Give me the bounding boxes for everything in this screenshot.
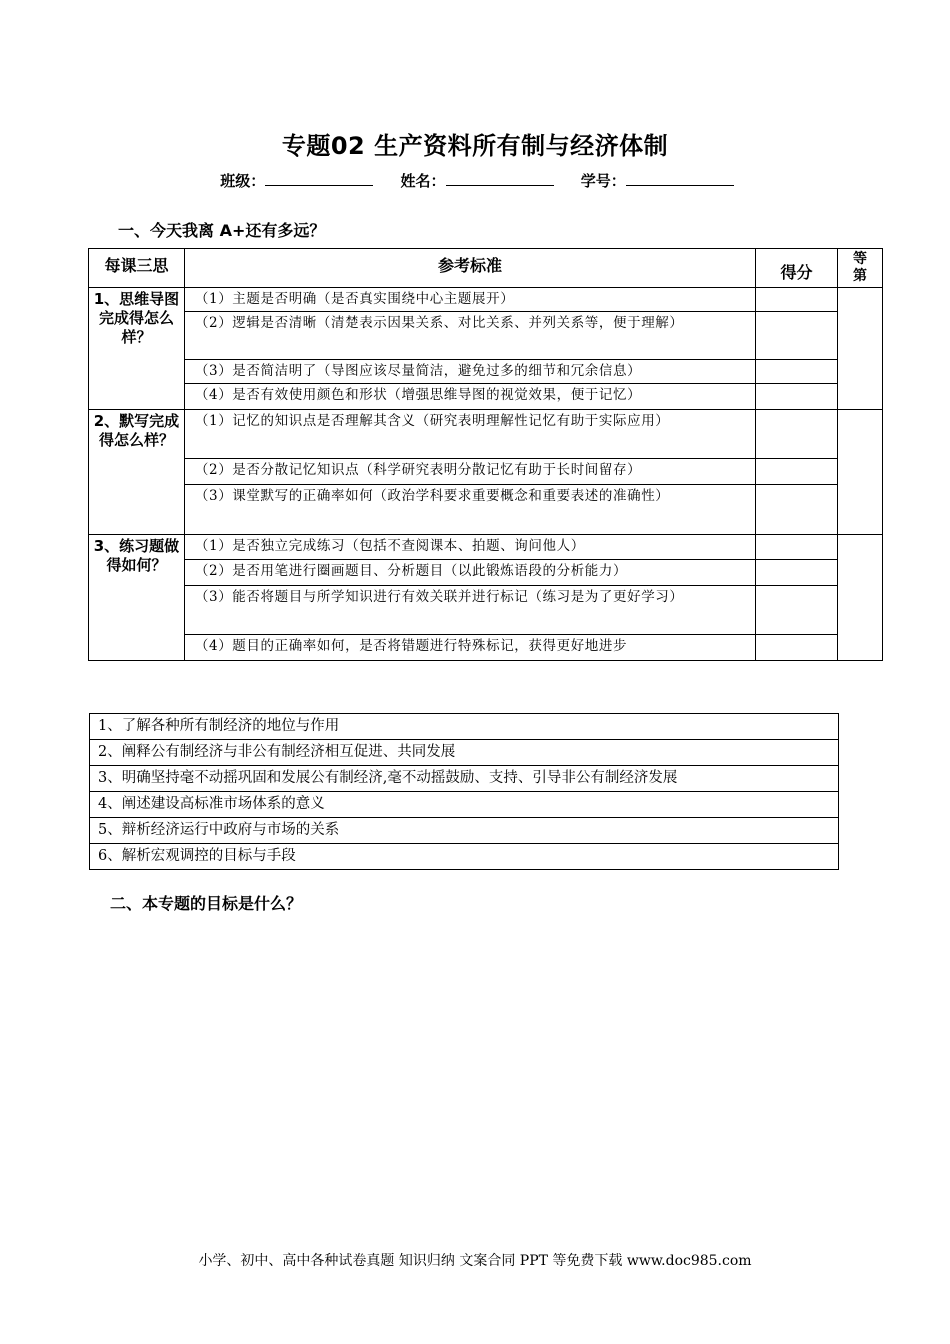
section2-heading: 二、本专题的目标是什么？ bbox=[110, 894, 303, 913]
score-cell[interactable] bbox=[756, 586, 838, 635]
criterion-cell: （4）是否有效使用颜色和形状（增强思维导图的视觉效果，便于记忆） bbox=[184, 384, 755, 410]
student-id-field[interactable] bbox=[626, 171, 734, 186]
question-mind-map: 1、思维导图完成得怎么样？ bbox=[89, 288, 185, 410]
header-reflection: 每课三思 bbox=[89, 249, 185, 288]
name-field[interactable] bbox=[446, 171, 554, 186]
class-label: 班级： bbox=[220, 172, 266, 190]
footer-text: 小学、初中、高中各种试卷真题 知识归纳 文案合同 PPT 等免费下载 www.doc985.com bbox=[198, 1253, 752, 1269]
criterion-cell: （3）课堂默写的正确率如何（政治学科要求重要概念和重要表述的准确性） bbox=[184, 485, 755, 535]
question-dictation: 2、默写完成得怎么样？ bbox=[89, 410, 185, 535]
criterion-cell: （4）题目的正确率如何，是否将错题进行特殊标记，获得更好地进步 bbox=[184, 635, 755, 661]
goal-item: 2、阐释公有制经济与非公有制经济相互促进、共同发展 bbox=[90, 740, 839, 766]
score-cell[interactable] bbox=[756, 410, 838, 459]
criterion-cell: （2）是否分散记忆知识点（科学研究表明分散记忆有助于长时间留存） bbox=[184, 459, 755, 485]
criterion-cell: （3）能否将题目与所学知识进行有效关联并进行标记（练习是为了更好学习） bbox=[184, 586, 755, 635]
score-cell[interactable] bbox=[756, 384, 838, 410]
class-field[interactable] bbox=[265, 171, 373, 186]
header-score: 得分 bbox=[756, 249, 838, 288]
criterion-cell: （1）主题是否明确（是否真实围绕中心主题展开） bbox=[184, 288, 755, 312]
section1-heading: 一、今天我离 A+还有多远？ bbox=[118, 221, 326, 240]
criterion-cell: （1）是否独立完成练习（包括不查阅课本、拍题、询问他人） bbox=[184, 535, 755, 560]
goal-item: 6、解析宏观调控的目标与手段 bbox=[90, 844, 839, 870]
question-exercises: 3、练习题做得如何？ bbox=[89, 535, 185, 661]
score-cell[interactable] bbox=[756, 560, 838, 586]
goal-item: 1、了解各种所有制经济的地位与作用 bbox=[90, 714, 839, 740]
score-cell[interactable] bbox=[756, 360, 838, 384]
self-assessment-table bbox=[88, 248, 883, 661]
score-cell[interactable] bbox=[756, 459, 838, 485]
page-title: 专题02 生产资料所有制与经济体制 bbox=[281, 132, 669, 160]
student-id-label: 学号： bbox=[580, 172, 626, 190]
name-label: 姓名： bbox=[400, 172, 446, 190]
score-cell[interactable] bbox=[756, 535, 838, 560]
goals-table bbox=[89, 713, 839, 870]
criterion-cell: （2）是否用笔进行圈画题目、分析题目（以此锻炼语段的分析能力） bbox=[184, 560, 755, 586]
score-cell[interactable] bbox=[756, 312, 838, 360]
grade-cell[interactable] bbox=[837, 410, 882, 535]
goal-item: 5、辩析经济运行中政府与市场的关系 bbox=[90, 818, 839, 844]
criterion-cell: （1）记忆的知识点是否理解其含义（研究表明理解性记忆有助于实际应用） bbox=[184, 410, 755, 459]
criterion-cell: （3）是否简洁明了（导图应该尽量简洁，避免过多的细节和冗余信息） bbox=[184, 360, 755, 384]
score-cell[interactable] bbox=[756, 485, 838, 535]
score-cell[interactable] bbox=[756, 635, 838, 661]
grade-cell[interactable] bbox=[837, 535, 882, 661]
header-criteria: 参考标准 bbox=[184, 249, 755, 288]
header-grade: 等第 bbox=[837, 249, 882, 288]
student-info-line bbox=[0, 170, 950, 191]
grade-cell[interactable] bbox=[837, 288, 882, 410]
goal-item: 4、阐述建设高标准市场体系的意义 bbox=[90, 792, 839, 818]
goal-item: 3、明确坚持毫不动摇巩固和发展公有制经济,毫不动摇鼓励、支持、引导非公有制经济发展 bbox=[90, 766, 839, 792]
criterion-cell: （2）逻辑是否清晰（清楚表示因果关系、对比关系、并列关系等，便于理解） bbox=[184, 312, 755, 360]
score-cell[interactable] bbox=[756, 288, 838, 312]
